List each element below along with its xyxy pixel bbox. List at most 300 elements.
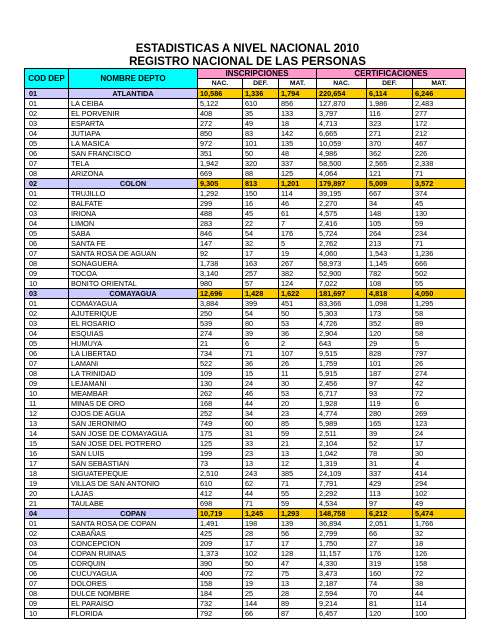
cell-i-def: 17 bbox=[243, 539, 279, 549]
cell-c-def: 264 bbox=[367, 229, 413, 239]
cell-c-def: 1,986 bbox=[367, 99, 413, 109]
cell-i-mat: 53 bbox=[279, 319, 317, 329]
cell-c-nac: 3,797 bbox=[317, 109, 367, 119]
cell-c-mat: 100 bbox=[413, 609, 466, 619]
cell-nombre: SONAGUERA bbox=[69, 259, 198, 269]
cell-nombre: VILLAS DE SAN ANTONIO bbox=[69, 479, 198, 489]
cell-c-nac: 4,330 bbox=[317, 559, 367, 569]
cell-c-nac: 4,060 bbox=[317, 249, 367, 259]
cell-i-mat: 89 bbox=[279, 599, 317, 609]
cell-nombre: FLORIDA bbox=[69, 609, 198, 619]
cell-nombre: CUCUYAGUA bbox=[69, 569, 198, 579]
cell-c-nac: 2,292 bbox=[317, 489, 367, 499]
cell-i-def: 39 bbox=[243, 329, 279, 339]
cell-c-nac: 11,157 bbox=[317, 549, 367, 559]
header-inscripciones: INSCRIPCIONES bbox=[198, 69, 317, 79]
cell-c-nac: 4,575 bbox=[317, 209, 367, 219]
cell-i-def: 32 bbox=[243, 239, 279, 249]
cell-c-nac: 6,665 bbox=[317, 129, 367, 139]
department-row bbox=[25, 179, 466, 189]
cell-nombre: SANTA ROSA DE COPAN bbox=[69, 519, 198, 529]
cell-i-mat: 11 bbox=[279, 369, 317, 379]
cell-nombre: LAMANI bbox=[69, 359, 198, 369]
cell-i-nac: 734 bbox=[198, 349, 243, 359]
cell-c-nac: 6,717 bbox=[317, 389, 367, 399]
cell-c-nac: 1,750 bbox=[317, 539, 367, 549]
cell-c-def: 2,051 bbox=[367, 519, 413, 529]
cell-c-mat: 6,246 bbox=[413, 89, 466, 99]
cell-c-nac: 220,654 bbox=[317, 89, 367, 99]
cell-c-def: 176 bbox=[367, 549, 413, 559]
table-row bbox=[25, 239, 466, 249]
cell-c-mat: 6 bbox=[413, 399, 466, 409]
cell-i-nac: 3,140 bbox=[198, 269, 243, 279]
cell-cod: 05 bbox=[25, 559, 69, 569]
cell-i-nac: 1,373 bbox=[198, 549, 243, 559]
department-row bbox=[25, 509, 466, 519]
cell-i-def: 72 bbox=[243, 569, 279, 579]
cell-c-def: 1,543 bbox=[367, 249, 413, 259]
cell-i-nac: 522 bbox=[198, 359, 243, 369]
cell-c-mat: 72 bbox=[413, 569, 466, 579]
cell-nombre: SAN LUIS bbox=[69, 449, 198, 459]
cell-c-mat: 1,766 bbox=[413, 519, 466, 529]
cell-c-mat: 374 bbox=[413, 189, 466, 199]
cell-c-def: 121 bbox=[367, 169, 413, 179]
cell-i-nac: 1,942 bbox=[198, 159, 243, 169]
cell-c-def: 148 bbox=[367, 209, 413, 219]
table-row bbox=[25, 269, 466, 279]
table-row bbox=[25, 489, 466, 499]
cell-cod: 10 bbox=[25, 389, 69, 399]
cell-i-nac: 10,586 bbox=[198, 89, 243, 99]
cell-c-nac: 4,064 bbox=[317, 169, 367, 179]
cell-nombre: AJUTERIQUE bbox=[69, 309, 198, 319]
cell-c-mat: 5,474 bbox=[413, 509, 466, 519]
cell-i-mat: 337 bbox=[279, 159, 317, 169]
cell-i-nac: 749 bbox=[198, 419, 243, 429]
cell-nombre: SAN SEBASTIAN bbox=[69, 459, 198, 469]
cell-c-def: 120 bbox=[367, 609, 413, 619]
cell-i-nac: 1,738 bbox=[198, 259, 243, 269]
cell-c-mat: 172 bbox=[413, 119, 466, 129]
table-row bbox=[25, 499, 466, 509]
cell-cod: 04 bbox=[25, 329, 69, 339]
cell-i-def: 62 bbox=[243, 479, 279, 489]
cell-i-def: 24 bbox=[243, 379, 279, 389]
cell-c-def: 352 bbox=[367, 319, 413, 329]
cell-cod: 17 bbox=[25, 459, 69, 469]
cell-i-def: 243 bbox=[243, 469, 279, 479]
cell-c-def: 97 bbox=[367, 379, 413, 389]
cell-nombre: LIMON bbox=[69, 219, 198, 229]
cell-i-mat: 71 bbox=[279, 479, 317, 489]
cell-c-nac: 7,791 bbox=[317, 479, 367, 489]
cell-i-def: 35 bbox=[243, 109, 279, 119]
cell-i-mat: 176 bbox=[279, 229, 317, 239]
cell-c-def: 187 bbox=[367, 369, 413, 379]
cell-i-nac: 698 bbox=[198, 499, 243, 509]
cell-i-def: 36 bbox=[243, 359, 279, 369]
cell-c-def: 31 bbox=[367, 459, 413, 469]
cell-cod: 05 bbox=[25, 339, 69, 349]
cell-i-nac: 3,884 bbox=[198, 299, 243, 309]
table-row bbox=[25, 399, 466, 409]
cell-cod: 19 bbox=[25, 479, 69, 489]
table-body bbox=[25, 89, 466, 619]
cell-cod: 15 bbox=[25, 439, 69, 449]
cell-cod: 03 bbox=[25, 539, 69, 549]
report-title: ESTADISTICAS A NIVEL NACIONAL 2010 bbox=[135, 43, 360, 55]
cell-i-nac: 158 bbox=[198, 579, 243, 589]
cell-i-nac: 2,510 bbox=[198, 469, 243, 479]
cell-i-mat: 1,794 bbox=[279, 89, 317, 99]
cell-c-nac: 148,758 bbox=[317, 509, 367, 519]
cell-c-def: 66 bbox=[367, 529, 413, 539]
cell-cod: 03 bbox=[25, 289, 69, 299]
table-row bbox=[25, 169, 466, 179]
cell-c-def: 93 bbox=[367, 389, 413, 399]
cell-i-mat: 20 bbox=[279, 399, 317, 409]
cell-nombre: HUMUYA bbox=[69, 339, 198, 349]
table-row bbox=[25, 599, 466, 609]
cell-i-mat: 1,622 bbox=[279, 289, 317, 299]
cell-cod: 07 bbox=[25, 159, 69, 169]
cell-c-mat: 44 bbox=[413, 589, 466, 599]
cell-i-nac: 1,292 bbox=[198, 189, 243, 199]
cell-nombre: SAN JOSE DE COMAYAGUA bbox=[69, 429, 198, 439]
cell-cod: 09 bbox=[25, 599, 69, 609]
cell-cod: 09 bbox=[25, 379, 69, 389]
cell-cod: 04 bbox=[25, 549, 69, 559]
cell-cod: 20 bbox=[25, 489, 69, 499]
cell-i-def: 71 bbox=[243, 499, 279, 509]
table-row bbox=[25, 349, 466, 359]
cell-cod: 13 bbox=[25, 419, 69, 429]
cell-c-nac: 1,928 bbox=[317, 399, 367, 409]
cell-c-def: 271 bbox=[367, 129, 413, 139]
cell-cod: 21 bbox=[25, 499, 69, 509]
cell-i-def: 19 bbox=[243, 579, 279, 589]
cell-c-def: 5,009 bbox=[367, 179, 413, 189]
cell-i-mat: 36 bbox=[279, 329, 317, 339]
cell-i-mat: 1,293 bbox=[279, 509, 317, 519]
cell-c-def: 828 bbox=[367, 349, 413, 359]
cell-c-nac: 2,799 bbox=[317, 529, 367, 539]
cell-c-def: 280 bbox=[367, 409, 413, 419]
cell-i-mat: 59 bbox=[279, 499, 317, 509]
table-row bbox=[25, 279, 466, 289]
cell-c-def: 6,212 bbox=[367, 509, 413, 519]
cell-i-nac: 209 bbox=[198, 539, 243, 549]
cell-i-mat: 87 bbox=[279, 609, 317, 619]
cell-i-def: 15 bbox=[243, 369, 279, 379]
table-row bbox=[25, 259, 466, 269]
cell-c-def: 4,818 bbox=[367, 289, 413, 299]
cell-i-nac: 9,305 bbox=[198, 179, 243, 189]
table-row bbox=[25, 199, 466, 209]
cell-i-nac: 252 bbox=[198, 409, 243, 419]
cell-c-mat: 18 bbox=[413, 539, 466, 549]
cell-i-nac: 5,122 bbox=[198, 99, 243, 109]
cell-i-mat: 28 bbox=[279, 589, 317, 599]
table-row bbox=[25, 579, 466, 589]
cell-i-nac: 488 bbox=[198, 209, 243, 219]
cell-c-def: 173 bbox=[367, 309, 413, 319]
cell-nombre: ESQUIAS bbox=[69, 329, 198, 339]
cell-i-mat: 23 bbox=[279, 409, 317, 419]
cell-nombre: LA LIBERTAD bbox=[69, 349, 198, 359]
header-nombre-depto: NOMBRE DEPTO bbox=[69, 69, 198, 89]
cell-i-nac: 400 bbox=[198, 569, 243, 579]
cell-c-nac: 36,894 bbox=[317, 519, 367, 529]
cell-nombre: SANTA ROSA DE AGUAN bbox=[69, 249, 198, 259]
cell-c-mat: 502 bbox=[413, 269, 466, 279]
cell-cod: 06 bbox=[25, 239, 69, 249]
cell-cod: 08 bbox=[25, 369, 69, 379]
cell-nombre: ESPARTA bbox=[69, 119, 198, 129]
cell-c-nac: 181,697 bbox=[317, 289, 367, 299]
table-row bbox=[25, 159, 466, 169]
cell-cod: 03 bbox=[25, 209, 69, 219]
table-row bbox=[25, 409, 466, 419]
cell-nombre: TAULABE bbox=[69, 499, 198, 509]
cell-nombre: IRIONA bbox=[69, 209, 198, 219]
cell-c-def: 2,565 bbox=[367, 159, 413, 169]
cell-cod: 16 bbox=[25, 449, 69, 459]
cell-i-mat: 61 bbox=[279, 209, 317, 219]
cell-c-nac: 2,187 bbox=[317, 579, 367, 589]
cell-i-def: 17 bbox=[243, 249, 279, 259]
cell-i-nac: 175 bbox=[198, 429, 243, 439]
cell-c-nac: 4,726 bbox=[317, 319, 367, 329]
header-cod-dep: COD DEP bbox=[25, 69, 69, 89]
cell-nombre: SAN FRANCISCO bbox=[69, 149, 198, 159]
cell-cod: 06 bbox=[25, 149, 69, 159]
cell-cod: 06 bbox=[25, 569, 69, 579]
cell-i-nac: 12,696 bbox=[198, 289, 243, 299]
cell-i-def: 163 bbox=[243, 259, 279, 269]
cell-cod: 08 bbox=[25, 259, 69, 269]
cell-i-nac: 262 bbox=[198, 389, 243, 399]
header-ins-mat: MAT. bbox=[279, 79, 317, 89]
report-subtitle: REGISTRO NACIONAL DE LAS PERSONAS bbox=[129, 56, 366, 68]
cell-c-mat: 2,338 bbox=[413, 159, 466, 169]
cell-c-mat: 414 bbox=[413, 469, 466, 479]
cell-nombre: EL ROSARIO bbox=[69, 319, 198, 329]
cell-i-nac: 21 bbox=[198, 339, 243, 349]
cell-c-nac: 9,214 bbox=[317, 599, 367, 609]
cell-c-nac: 58,500 bbox=[317, 159, 367, 169]
department-row bbox=[25, 289, 466, 299]
table-row bbox=[25, 519, 466, 529]
cell-i-def: 80 bbox=[243, 319, 279, 329]
cell-c-mat: 26 bbox=[413, 359, 466, 369]
table-row bbox=[25, 139, 466, 149]
cell-i-def: 1,245 bbox=[243, 509, 279, 519]
cell-c-mat: 277 bbox=[413, 109, 466, 119]
cell-cod: 01 bbox=[25, 99, 69, 109]
table-row bbox=[25, 309, 466, 319]
cell-nombre: LA CEIBA bbox=[69, 99, 198, 109]
cell-c-mat: 126 bbox=[413, 549, 466, 559]
cell-cod: 04 bbox=[25, 509, 69, 519]
cell-nombre: ARIZONA bbox=[69, 169, 198, 179]
cell-i-mat: 59 bbox=[279, 429, 317, 439]
cell-i-mat: 124 bbox=[279, 279, 317, 289]
cell-c-mat: 158 bbox=[413, 559, 466, 569]
table-row bbox=[25, 319, 466, 329]
cell-i-mat: 133 bbox=[279, 109, 317, 119]
cell-c-nac: 1,042 bbox=[317, 449, 367, 459]
cell-i-nac: 92 bbox=[198, 249, 243, 259]
cell-c-nac: 2,416 bbox=[317, 219, 367, 229]
cell-nombre: TOCOA bbox=[69, 269, 198, 279]
table-row bbox=[25, 589, 466, 599]
cell-c-mat: 45 bbox=[413, 199, 466, 209]
cell-c-mat: 114 bbox=[413, 599, 466, 609]
cell-nombre: LAJAS bbox=[69, 489, 198, 499]
cell-nombre: SAN JERONIMO bbox=[69, 419, 198, 429]
cell-c-nac: 127,870 bbox=[317, 99, 367, 109]
cell-i-def: 57 bbox=[243, 279, 279, 289]
cell-i-mat: 107 bbox=[279, 349, 317, 359]
cell-c-def: 108 bbox=[367, 279, 413, 289]
cell-i-mat: 856 bbox=[279, 99, 317, 109]
table-row bbox=[25, 249, 466, 259]
cell-i-def: 83 bbox=[243, 129, 279, 139]
cell-cod: 07 bbox=[25, 579, 69, 589]
cell-i-nac: 125 bbox=[198, 439, 243, 449]
cell-nombre: TRUJILLO bbox=[69, 189, 198, 199]
header-cert-mat: MAT. bbox=[413, 79, 466, 89]
cell-c-mat: 666 bbox=[413, 259, 466, 269]
statistics-table bbox=[24, 68, 466, 619]
table-row bbox=[25, 429, 466, 439]
cell-i-def: 50 bbox=[243, 559, 279, 569]
cell-nombre: BALFATE bbox=[69, 199, 198, 209]
cell-cod: 05 bbox=[25, 139, 69, 149]
cell-c-nac: 39,195 bbox=[317, 189, 367, 199]
cell-i-nac: 274 bbox=[198, 329, 243, 339]
cell-c-def: 337 bbox=[367, 469, 413, 479]
cell-cod: 04 bbox=[25, 219, 69, 229]
cell-c-nac: 2,104 bbox=[317, 439, 367, 449]
cell-nombre: COMAYAGUA bbox=[69, 299, 198, 309]
cell-nombre: MINAS DE ORO bbox=[69, 399, 198, 409]
cell-i-nac: 850 bbox=[198, 129, 243, 139]
cell-i-def: 610 bbox=[243, 99, 279, 109]
cell-c-mat: 5 bbox=[413, 339, 466, 349]
cell-c-mat: 226 bbox=[413, 149, 466, 159]
cell-i-def: 50 bbox=[243, 149, 279, 159]
cell-c-nac: 5,303 bbox=[317, 309, 367, 319]
header-ins-nac: NAC. bbox=[198, 79, 243, 89]
cell-i-def: 144 bbox=[243, 599, 279, 609]
cell-i-mat: 12 bbox=[279, 459, 317, 469]
cell-i-def: 54 bbox=[243, 309, 279, 319]
cell-nombre: LEJAMANI bbox=[69, 379, 198, 389]
cell-cod: 05 bbox=[25, 229, 69, 239]
cell-c-nac: 179,897 bbox=[317, 179, 367, 189]
table-row bbox=[25, 119, 466, 129]
cell-c-def: 29 bbox=[367, 339, 413, 349]
cell-nombre: BONITO ORIENTAL bbox=[69, 279, 198, 289]
cell-nombre: TELA bbox=[69, 159, 198, 169]
cell-cod: 01 bbox=[25, 189, 69, 199]
cell-i-nac: 184 bbox=[198, 589, 243, 599]
cell-i-def: 23 bbox=[243, 449, 279, 459]
table-row bbox=[25, 369, 466, 379]
cell-i-nac: 10,719 bbox=[198, 509, 243, 519]
cell-i-nac: 199 bbox=[198, 449, 243, 459]
cell-c-nac: 2,511 bbox=[317, 429, 367, 439]
cell-i-def: 399 bbox=[243, 299, 279, 309]
table-row bbox=[25, 459, 466, 469]
cell-nombre: COMAYAGUA bbox=[69, 289, 198, 299]
cell-nombre: DOLORES bbox=[69, 579, 198, 589]
cell-i-def: 257 bbox=[243, 269, 279, 279]
cell-c-def: 1,145 bbox=[367, 259, 413, 269]
cell-i-nac: 846 bbox=[198, 229, 243, 239]
cell-c-def: 319 bbox=[367, 559, 413, 569]
table-row bbox=[25, 539, 466, 549]
cell-i-def: 22 bbox=[243, 219, 279, 229]
cell-c-mat: 89 bbox=[413, 319, 466, 329]
cell-i-mat: 114 bbox=[279, 189, 317, 199]
cell-c-nac: 4,986 bbox=[317, 149, 367, 159]
cell-i-mat: 139 bbox=[279, 519, 317, 529]
cell-i-def: 71 bbox=[243, 349, 279, 359]
cell-c-def: 74 bbox=[367, 579, 413, 589]
cell-c-mat: 72 bbox=[413, 389, 466, 399]
cell-i-mat: 128 bbox=[279, 549, 317, 559]
cell-nombre: SANTA FE bbox=[69, 239, 198, 249]
table-row bbox=[25, 149, 466, 159]
cell-c-mat: 294 bbox=[413, 479, 466, 489]
cell-c-def: 370 bbox=[367, 139, 413, 149]
cell-i-mat: 55 bbox=[279, 489, 317, 499]
cell-nombre: SABA bbox=[69, 229, 198, 239]
table-row bbox=[25, 439, 466, 449]
cell-c-def: 1,098 bbox=[367, 299, 413, 309]
cell-cod: 01 bbox=[25, 89, 69, 99]
table-row bbox=[25, 479, 466, 489]
table-row bbox=[25, 389, 466, 399]
cell-nombre: ATLANTIDA bbox=[69, 89, 198, 99]
cell-nombre: EL PORVENIR bbox=[69, 109, 198, 119]
cell-c-mat: 17 bbox=[413, 439, 466, 449]
table-row bbox=[25, 229, 466, 239]
cell-c-mat: 1,295 bbox=[413, 299, 466, 309]
cell-c-nac: 643 bbox=[317, 339, 367, 349]
cell-i-nac: 130 bbox=[198, 379, 243, 389]
cell-c-mat: 71 bbox=[413, 239, 466, 249]
cell-i-mat: 47 bbox=[279, 559, 317, 569]
cell-i-mat: 21 bbox=[279, 439, 317, 449]
cell-i-nac: 73 bbox=[198, 459, 243, 469]
cell-cod: 07 bbox=[25, 249, 69, 259]
cell-i-mat: 7 bbox=[279, 219, 317, 229]
cell-i-nac: 109 bbox=[198, 369, 243, 379]
cell-i-def: 102 bbox=[243, 549, 279, 559]
cell-c-mat: 58 bbox=[413, 309, 466, 319]
table-row bbox=[25, 99, 466, 109]
cell-c-def: 97 bbox=[367, 499, 413, 509]
cell-c-nac: 2,762 bbox=[317, 239, 367, 249]
header-ins-def: DEF. bbox=[243, 79, 279, 89]
table-row bbox=[25, 469, 466, 479]
